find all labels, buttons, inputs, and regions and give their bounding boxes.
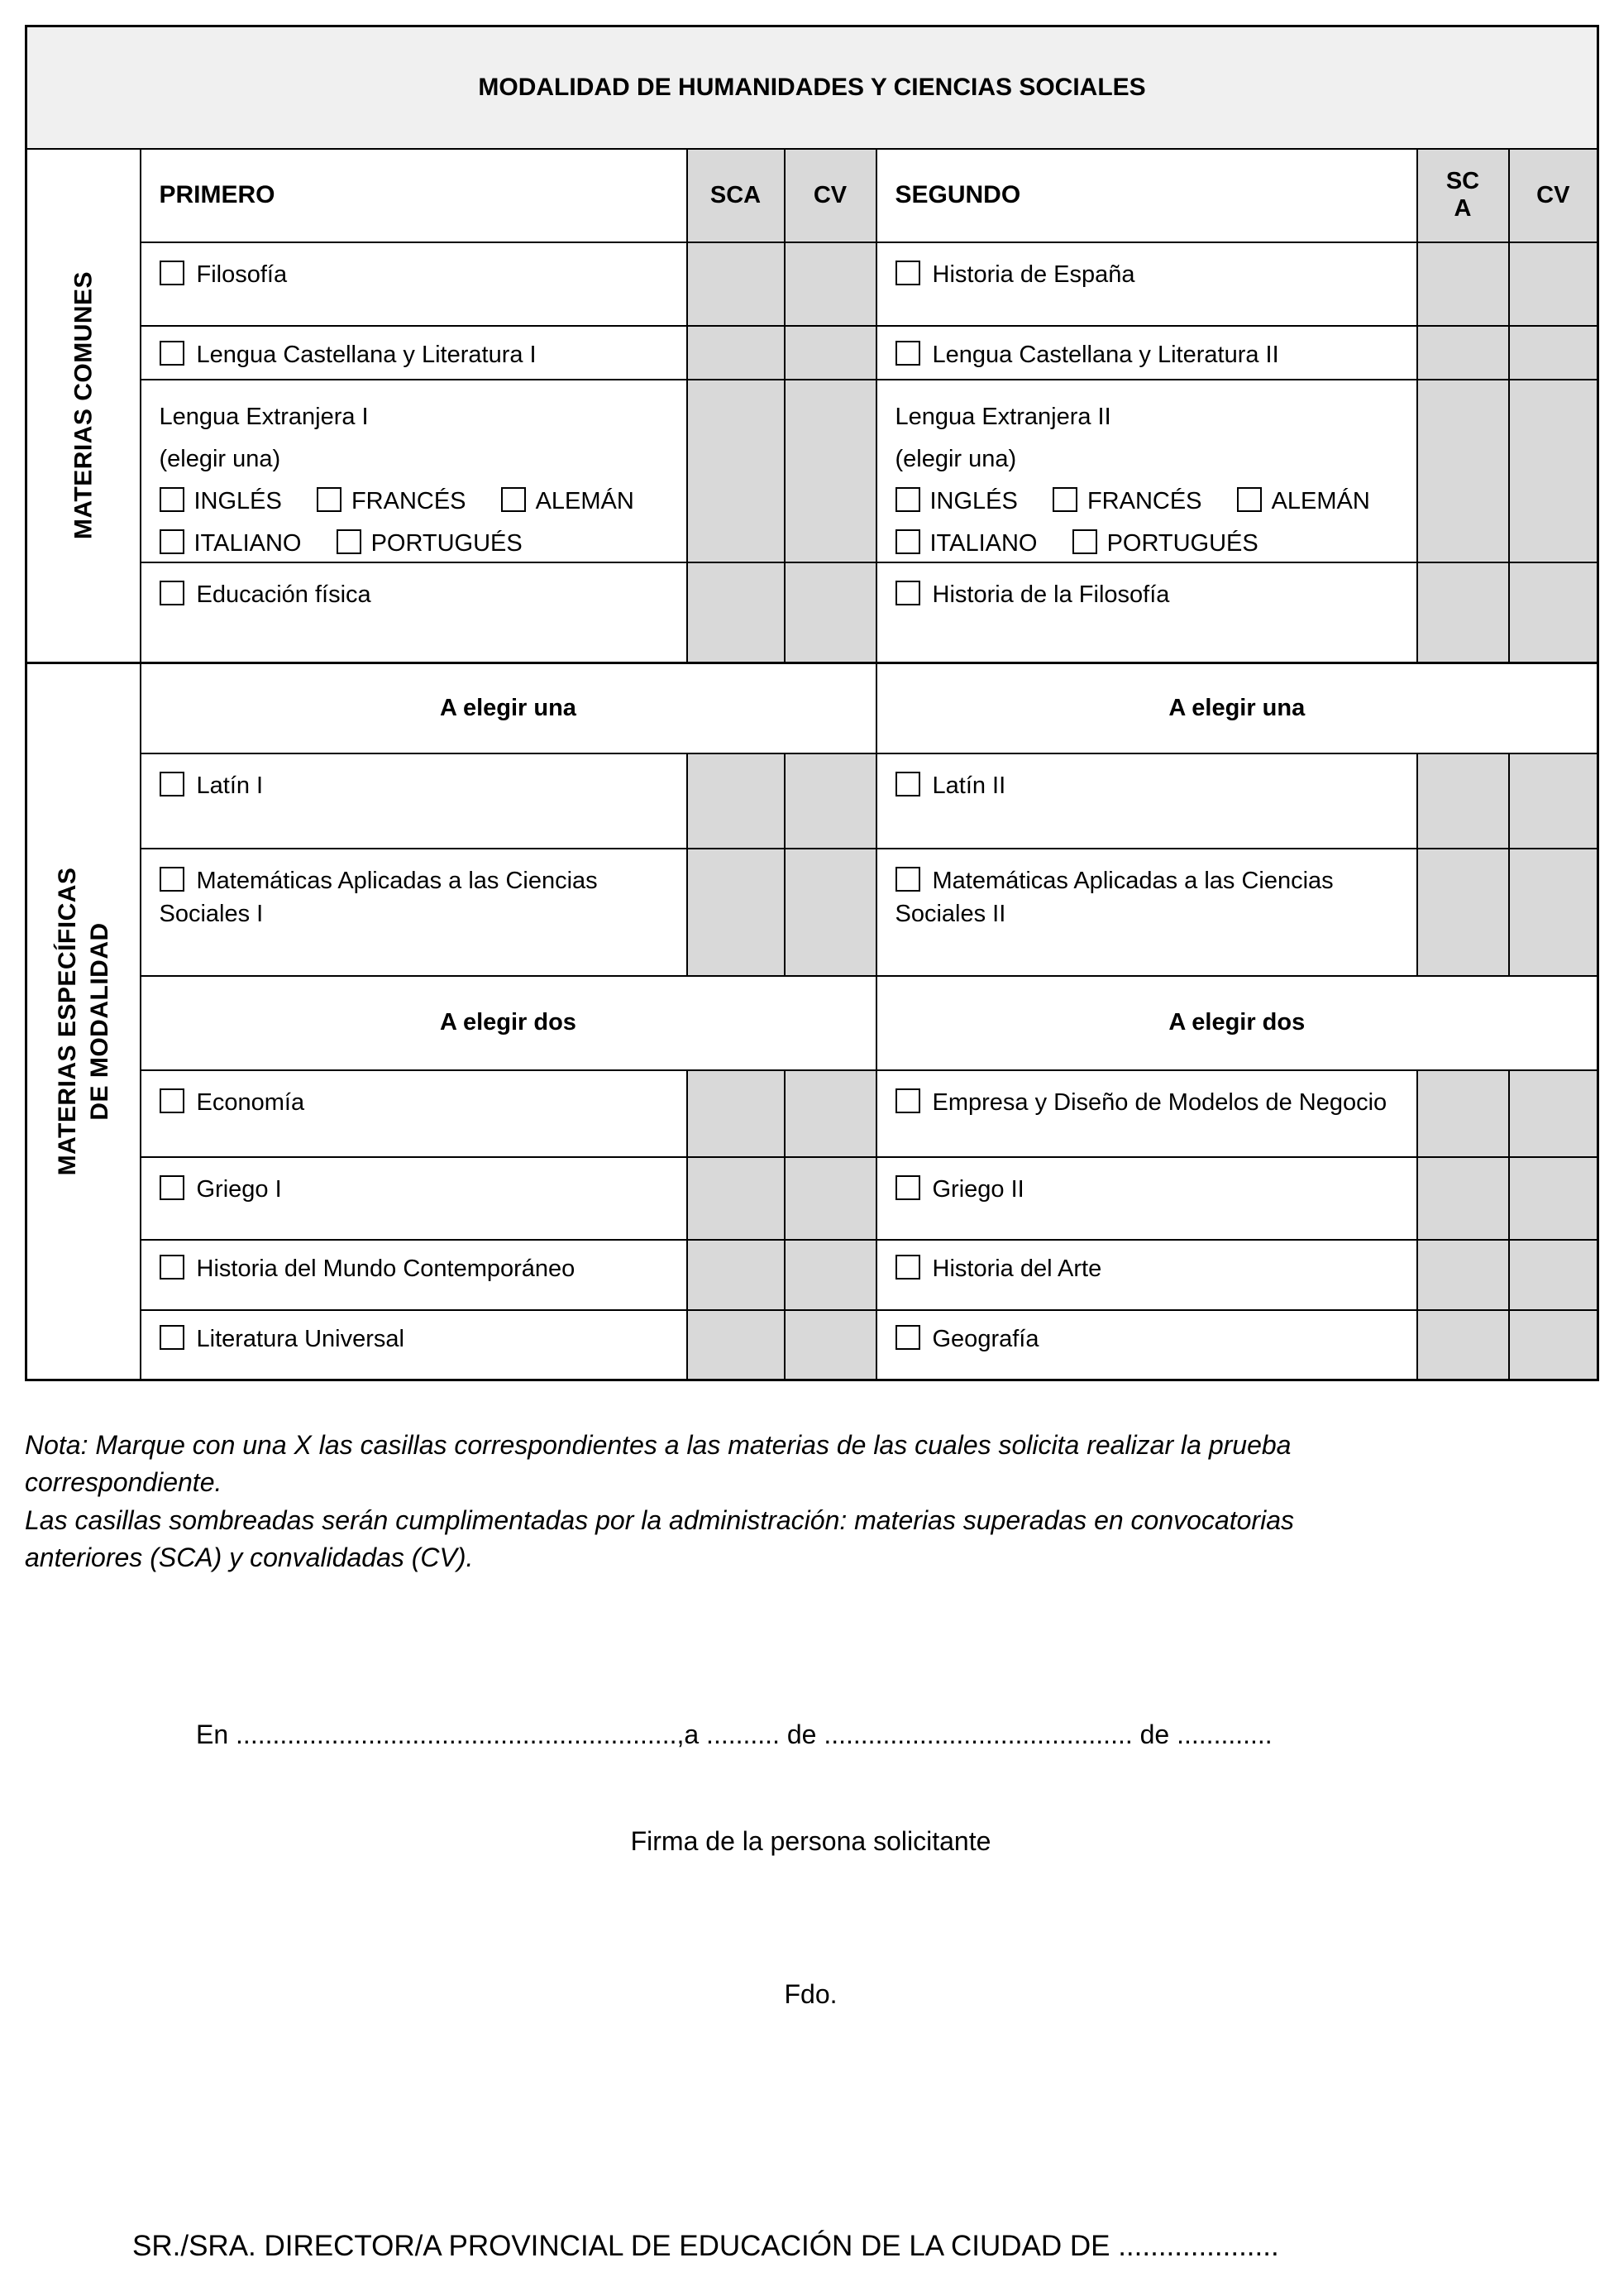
addressee-blank[interactable]: .................... [1118,2229,1279,2262]
signature-caption: Firma de la persona solicitante [630,1825,991,1856]
subject-label: Griego I [196,1175,282,1203]
column-header-sca-second [1417,149,1509,242]
subject-label: Educación física [196,581,371,608]
choose-two-header-right: A elegir dos [876,976,1598,1070]
subject-label: Matemáticas Aplicadas a las Ciencias Sociales I [159,867,598,928]
subject-cell [876,562,1417,663]
sca-shaded-cell [687,1240,785,1310]
fdo-label: Fdo. [784,1978,838,2009]
date-line [196,1720,1597,1750]
language-option: FRANCÉS [351,487,466,514]
subject-cell [141,1310,687,1380]
column-header-sca-first: SCA [687,149,785,242]
language-option: PORTUGUÉS [1106,529,1258,557]
cv-shaded-cell [785,753,876,849]
cv-shaded-cell [785,380,876,562]
subject-checkbox[interactable] [160,1175,184,1200]
subject-checkbox[interactable] [895,1088,920,1113]
language-checkbox[interactable] [501,487,526,512]
subject-cell [876,1310,1417,1380]
language-option: ITALIANO [193,529,302,557]
choose-one-header-left: A elegir una [141,663,876,753]
cv-shaded-cell [1509,849,1598,976]
date-de-2: de [1139,1719,1170,1749]
section-cell-materias-especificas [26,663,141,1380]
column-header-segundo: SEGUNDO [876,149,1417,242]
subject-label: Latín II [932,772,1006,799]
subject-label: Griego II [932,1175,1024,1203]
language-checkbox[interactable] [160,529,184,554]
sca-shaded-cell [687,242,785,326]
language-checkbox[interactable] [1237,487,1262,512]
cv-shaded-cell [785,326,876,380]
language-checkbox[interactable] [160,487,184,512]
cv-shaded-cell [785,1240,876,1310]
sca-shaded-cell [1417,380,1509,562]
cv-shaded-cell [1509,1070,1598,1157]
subject-label: Latín I [196,772,264,799]
language-checkbox[interactable] [337,529,361,554]
column-header-cv-first: CV [785,149,876,242]
sca-shaded-cell [1417,1240,1509,1310]
subject-cell [876,1070,1417,1157]
subject-checkbox[interactable] [895,772,920,796]
subject-checkbox[interactable] [160,341,184,366]
language-option: ALEMÁN [535,487,634,514]
language-checkbox[interactable] [1053,487,1077,512]
subject-label: Matemáticas Aplicadas a las Ciencias Sociales II [895,867,1334,928]
language-option: PORTUGUÉS [370,529,523,557]
cv-shaded-cell [1509,1310,1598,1380]
language-cell [141,380,687,562]
sca-shaded-cell [687,326,785,380]
sca-shaded-cell [687,1070,785,1157]
cv-shaded-cell [1509,1157,1598,1240]
addressee-text: SR./SRA. DIRECTOR/A PROVINCIAL DE EDUCACIÓN DE LA CIUDAD DE [132,2229,1110,2262]
language-hint: (elegir una) [159,445,281,472]
year-blank[interactable]: ............. [1177,1719,1273,1749]
sca-shaded-cell [687,1157,785,1240]
day-blank[interactable]: .......... [706,1719,780,1749]
sca-shaded-cell [687,849,785,976]
section-label-materias-comunes: MATERIAS COMUNES [69,271,98,540]
sca-shaded-cell [1417,1157,1509,1240]
note-line-1: Nota: Marque con una X las casillas correspondientes a las materias de las cuales solicita realizar la prueba correspondiente. [25,1430,1292,1498]
cv-shaded-cell [1509,326,1598,380]
subject-cell [141,849,687,976]
form-title: MODALIDAD DE HUMANIDADES Y CIENCIAS SOCIALES [26,26,1598,149]
section-label-materias-especificas: MATERIAS ESPECÍFICAS DE MODALIDAD [53,867,113,1176]
subject-cell [876,1157,1417,1240]
language-option: INGLÉS [193,487,282,514]
subject-label: Lengua Castellana y Literatura I [196,341,537,368]
subjects-table [25,25,1599,1381]
subject-label: Historia de España [932,261,1135,288]
subject-label: Literatura Universal [196,1325,404,1352]
subject-cell [141,1157,687,1240]
month-blank[interactable]: .......................................... [824,1719,1133,1749]
subject-label: Filosofía [196,261,288,288]
cv-shaded-cell [785,1070,876,1157]
choose-two-header-left: A elegir dos [141,976,876,1070]
cv-shaded-cell [785,242,876,326]
subject-checkbox[interactable] [160,1325,184,1350]
subject-label: Historia del Mundo Contemporáneo [196,1255,575,1282]
subject-label: Economía [196,1088,305,1116]
subject-cell [876,849,1417,976]
subject-checkbox[interactable] [895,1325,920,1350]
sca-shaded-cell [687,1310,785,1380]
sca-shaded-cell [1417,1070,1509,1157]
subject-label: Empresa y Diseño de Modelos de Negocio [932,1088,1387,1116]
language-option: ITALIANO [929,529,1038,557]
cv-shaded-cell [1509,242,1598,326]
subject-checkbox[interactable] [895,581,920,605]
subject-cell [876,1240,1417,1310]
cv-shaded-cell [1509,380,1598,562]
subject-cell [876,242,1417,326]
addressee-line [132,2230,1597,2263]
subject-checkbox[interactable] [895,341,920,366]
subject-checkbox[interactable] [160,1088,184,1113]
subject-checkbox[interactable] [895,1175,920,1200]
date-a-label: ,a [676,1719,700,1749]
subject-checkbox[interactable] [160,867,184,892]
cv-shaded-cell [1509,1240,1598,1310]
subject-label: Lengua Castellana y Literatura II [932,341,1279,368]
cv-shaded-cell [1509,753,1598,849]
cv-shaded-cell [785,1157,876,1240]
note-line-2: Las casillas sombreadas serán cumplimentadas por la administración: materias superadas en convocatorias anteriores (SCA) y convalidadas (CV). [25,1504,1294,1573]
language-cell [876,380,1417,562]
subject-checkbox[interactable] [160,1255,184,1280]
subject-checkbox[interactable] [160,581,184,605]
date-prefix: En [196,1719,229,1749]
note-text [25,1427,1331,1577]
subject-cell [141,242,687,326]
subject-label: Geografía [932,1325,1039,1352]
subject-label: Historia de la Filosofía [932,581,1170,608]
place-blank[interactable]: ............................................................ [236,1719,677,1749]
cv-shaded-cell [785,849,876,976]
sca-shaded-cell [1417,242,1509,326]
subject-cell [876,753,1417,849]
subject-checkbox[interactable] [160,772,184,796]
subject-checkbox[interactable] [895,867,920,892]
sca-shaded-cell [687,562,785,663]
subject-cell [876,326,1417,380]
sca-shaded-cell [1417,326,1509,380]
sca-shaded-cell [1417,562,1509,663]
column-header-primero: PRIMERO [141,149,687,242]
language-checkbox[interactable] [1072,529,1097,554]
sca-shaded-cell [687,380,785,562]
sca-shaded-cell [1417,753,1509,849]
sca-shaded-cell [687,753,785,849]
language-option: FRANCÉS [1086,487,1202,514]
sca-shaded-cell [1417,849,1509,976]
language-checkbox[interactable] [895,529,920,554]
section-cell-materias-comunes [26,149,141,663]
language-checkbox[interactable] [317,487,341,512]
language-title: Lengua Extranjera I [159,403,369,430]
language-hint: (elegir una) [895,445,1017,472]
language-checkbox[interactable] [895,487,920,512]
subject-cell [141,326,687,380]
subject-cell [141,562,687,663]
subject-cell [141,1240,687,1310]
cv-shaded-cell [785,562,876,663]
column-header-sca-second-label: SCA [1445,168,1480,222]
cv-shaded-cell [785,1310,876,1380]
subject-checkbox[interactable] [895,261,920,285]
subject-cell [141,1070,687,1157]
subject-checkbox[interactable] [160,261,184,285]
subject-checkbox[interactable] [895,1255,920,1280]
sca-shaded-cell [1417,1310,1509,1380]
cv-shaded-cell [1509,562,1598,663]
column-header-cv-second: CV [1509,149,1598,242]
choose-one-header-right: A elegir una [876,663,1598,753]
language-title: Lengua Extranjera II [895,403,1111,430]
language-option: INGLÉS [929,487,1018,514]
language-option: ALEMÁN [1271,487,1370,514]
date-de-1: de [786,1719,817,1749]
subject-label: Historia del Arte [932,1255,1102,1282]
subject-cell [141,753,687,849]
